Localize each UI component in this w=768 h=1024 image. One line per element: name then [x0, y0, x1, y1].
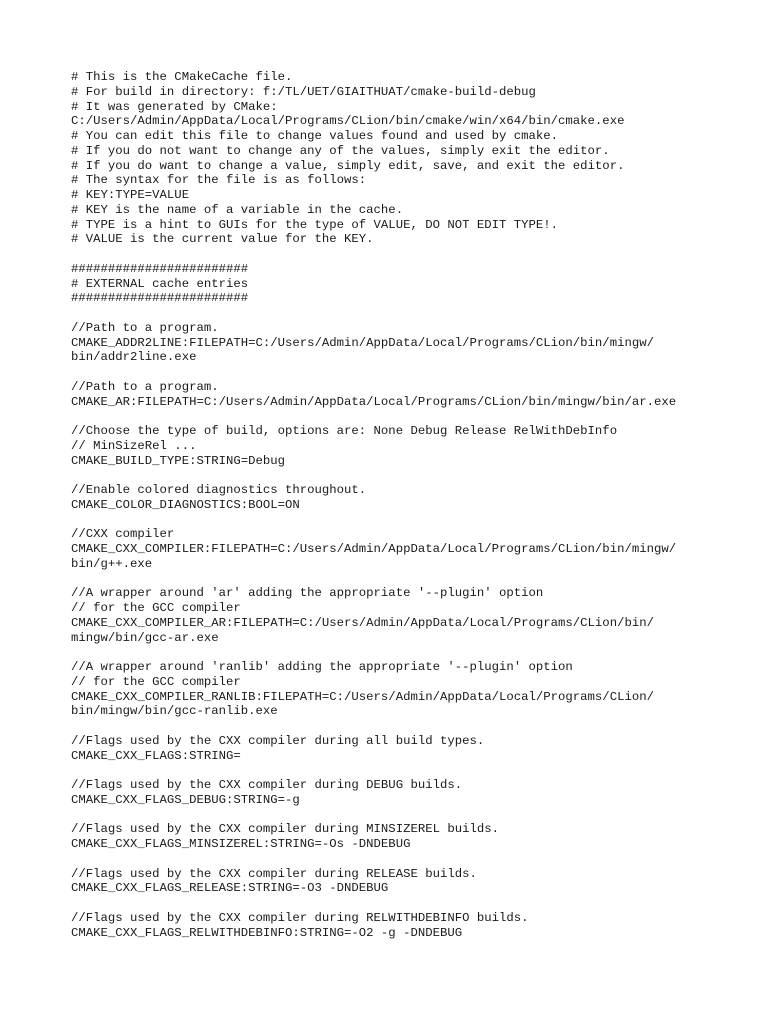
- cache-entry-cxx-compiler: [71, 527, 751, 571]
- cache-entry-addr2line: [71, 321, 751, 365]
- entry-value: CMAKE_CXX_COMPILER_AR:FILEPATH=C:/Users/Admin/AppData/Local/Programs/CLion/bin/: [71, 615, 654, 630]
- cache-entry-cxx-flags-debug: [71, 778, 751, 808]
- entry-comment: //Flags used by the CXX compiler during all build types.: [71, 733, 485, 748]
- entry-comment: //Enable colored diagnostics throughout.: [71, 483, 367, 497]
- entry-comment: //Flags used by the CXX compiler during DEBUG builds.: [71, 778, 463, 792]
- cache-entry-cxx-compiler-ranlib: [71, 660, 751, 719]
- cache-entry-cxx-flags: [71, 734, 751, 764]
- cache-entry-cxx-flags-relwithdebinfo: [71, 911, 751, 941]
- entry-value: CMAKE_CXX_FLAGS_RELEASE:STRING=-O3 -DNDEBUG: [71, 881, 389, 896]
- entry-value: CMAKE_CXX_FLAGS:STRING=: [71, 748, 241, 763]
- cache-entry-cxx-flags-release: [71, 867, 751, 897]
- entry-comment: //A wrapper around 'ranlib' adding the appropriate '--plugin' option: [71, 660, 573, 674]
- header-line: # VALUE is the current value for the KEY.: [71, 232, 374, 247]
- entry-value: CMAKE_COLOR_DIAGNOSTICS:BOOL=ON: [71, 497, 300, 512]
- cache-entry-cxx-compiler-ar: [71, 586, 751, 645]
- entry-value: CMAKE_ADDR2LINE:FILEPATH=C:/Users/Admin/AppData/Local/Programs/CLion/bin/mingw/: [71, 335, 654, 350]
- cache-entry-color-diagnostics: [71, 483, 751, 513]
- entry-comment: //Path to a program.: [71, 379, 219, 394]
- entry-comment: //Flags used by the CXX compiler during RELEASE builds.: [71, 866, 477, 881]
- header-line: # It was generated by CMake:: [71, 99, 278, 114]
- file-header-comment: [71, 70, 751, 247]
- entry-value: CMAKE_CXX_FLAGS_MINSIZEREL:STRING=-Os -DNDEBUG: [71, 837, 411, 851]
- header-line: # If you do not want to change any of the values, simply exit the editor.: [71, 143, 610, 158]
- cache-entry-build-type: [71, 424, 751, 468]
- entry-comment: //Path to a program.: [71, 320, 219, 335]
- cmake-cache-document: [71, 70, 751, 955]
- banner-line: # EXTERNAL cache entries: [71, 276, 249, 291]
- header-line: # The syntax for the file is as follows:: [71, 173, 367, 188]
- banner-line: ########################: [71, 291, 249, 306]
- entry-value-continued: mingw/bin/gcc-ar.exe: [71, 630, 219, 645]
- cache-entry-ar: [71, 380, 751, 410]
- header-line: # You can edit this file to change values found and used by cmake.: [71, 129, 559, 143]
- entry-value-continued: bin/mingw/bin/gcc-ranlib.exe: [71, 704, 278, 719]
- header-line: # For build in directory: f:/TL/UET/GIAITHUAT/cmake-build-debug: [71, 84, 536, 99]
- entry-comment: // MinSizeRel ...: [71, 438, 197, 453]
- entry-value-continued: bin/g++.exe: [71, 556, 153, 571]
- entry-value: CMAKE_AR:FILEPATH=C:/Users/Admin/AppData/Local/Programs/CLion/bin/mingw/bin/ar.exe: [71, 394, 677, 409]
- entry-value: CMAKE_CXX_COMPILER:FILEPATH=C:/Users/Admin/AppData/Local/Programs/CLion/bin/mingw/: [71, 542, 677, 556]
- entry-comment: //Flags used by the CXX compiler during RELWITHDEBINFO builds.: [71, 910, 529, 925]
- entry-comment: // for the GCC compiler: [71, 674, 241, 689]
- cache-entry-cxx-flags-minsizerel: [71, 822, 751, 852]
- header-line: C:/Users/Admin/AppData/Local/Programs/CLion/bin/cmake/win/x64/bin/cmake.exe: [71, 114, 625, 129]
- header-line: # KEY is the name of a variable in the cache.: [71, 202, 404, 217]
- entry-comment: //A wrapper around 'ar' adding the appropriate '--plugin' option: [71, 586, 544, 601]
- entry-comment: //Flags used by the CXX compiler during MINSIZEREL builds.: [71, 822, 500, 837]
- entry-value-continued: bin/addr2line.exe: [71, 350, 197, 365]
- entry-value: CMAKE_CXX_FLAGS_RELWITHDEBINFO:STRING=-O2 -g -DNDEBUG: [71, 925, 463, 940]
- entry-value: CMAKE_BUILD_TYPE:STRING=Debug: [71, 453, 286, 468]
- header-line: # This is the CMakeCache file.: [71, 70, 293, 84]
- entry-comment: // for the GCC compiler: [71, 601, 241, 615]
- entry-value: CMAKE_CXX_FLAGS_DEBUG:STRING=-g: [71, 792, 300, 807]
- header-line: # TYPE is a hint to GUIs for the type of VALUE, DO NOT EDIT TYPE!.: [71, 217, 559, 232]
- entry-comment: //Choose the type of build, options are: None Debug Release RelWithDebInfo: [71, 424, 618, 438]
- header-line: # If you do want to change a value, simply edit, save, and exit the editor.: [71, 158, 625, 173]
- entry-comment: //CXX compiler: [71, 527, 175, 542]
- external-cache-entries-banner: [71, 262, 751, 306]
- banner-line: ########################: [71, 261, 249, 276]
- entry-value: CMAKE_CXX_COMPILER_RANLIB:FILEPATH=C:/Users/Admin/AppData/Local/Programs/CLion/: [71, 689, 654, 704]
- header-line: # KEY:TYPE=VALUE: [71, 188, 190, 202]
